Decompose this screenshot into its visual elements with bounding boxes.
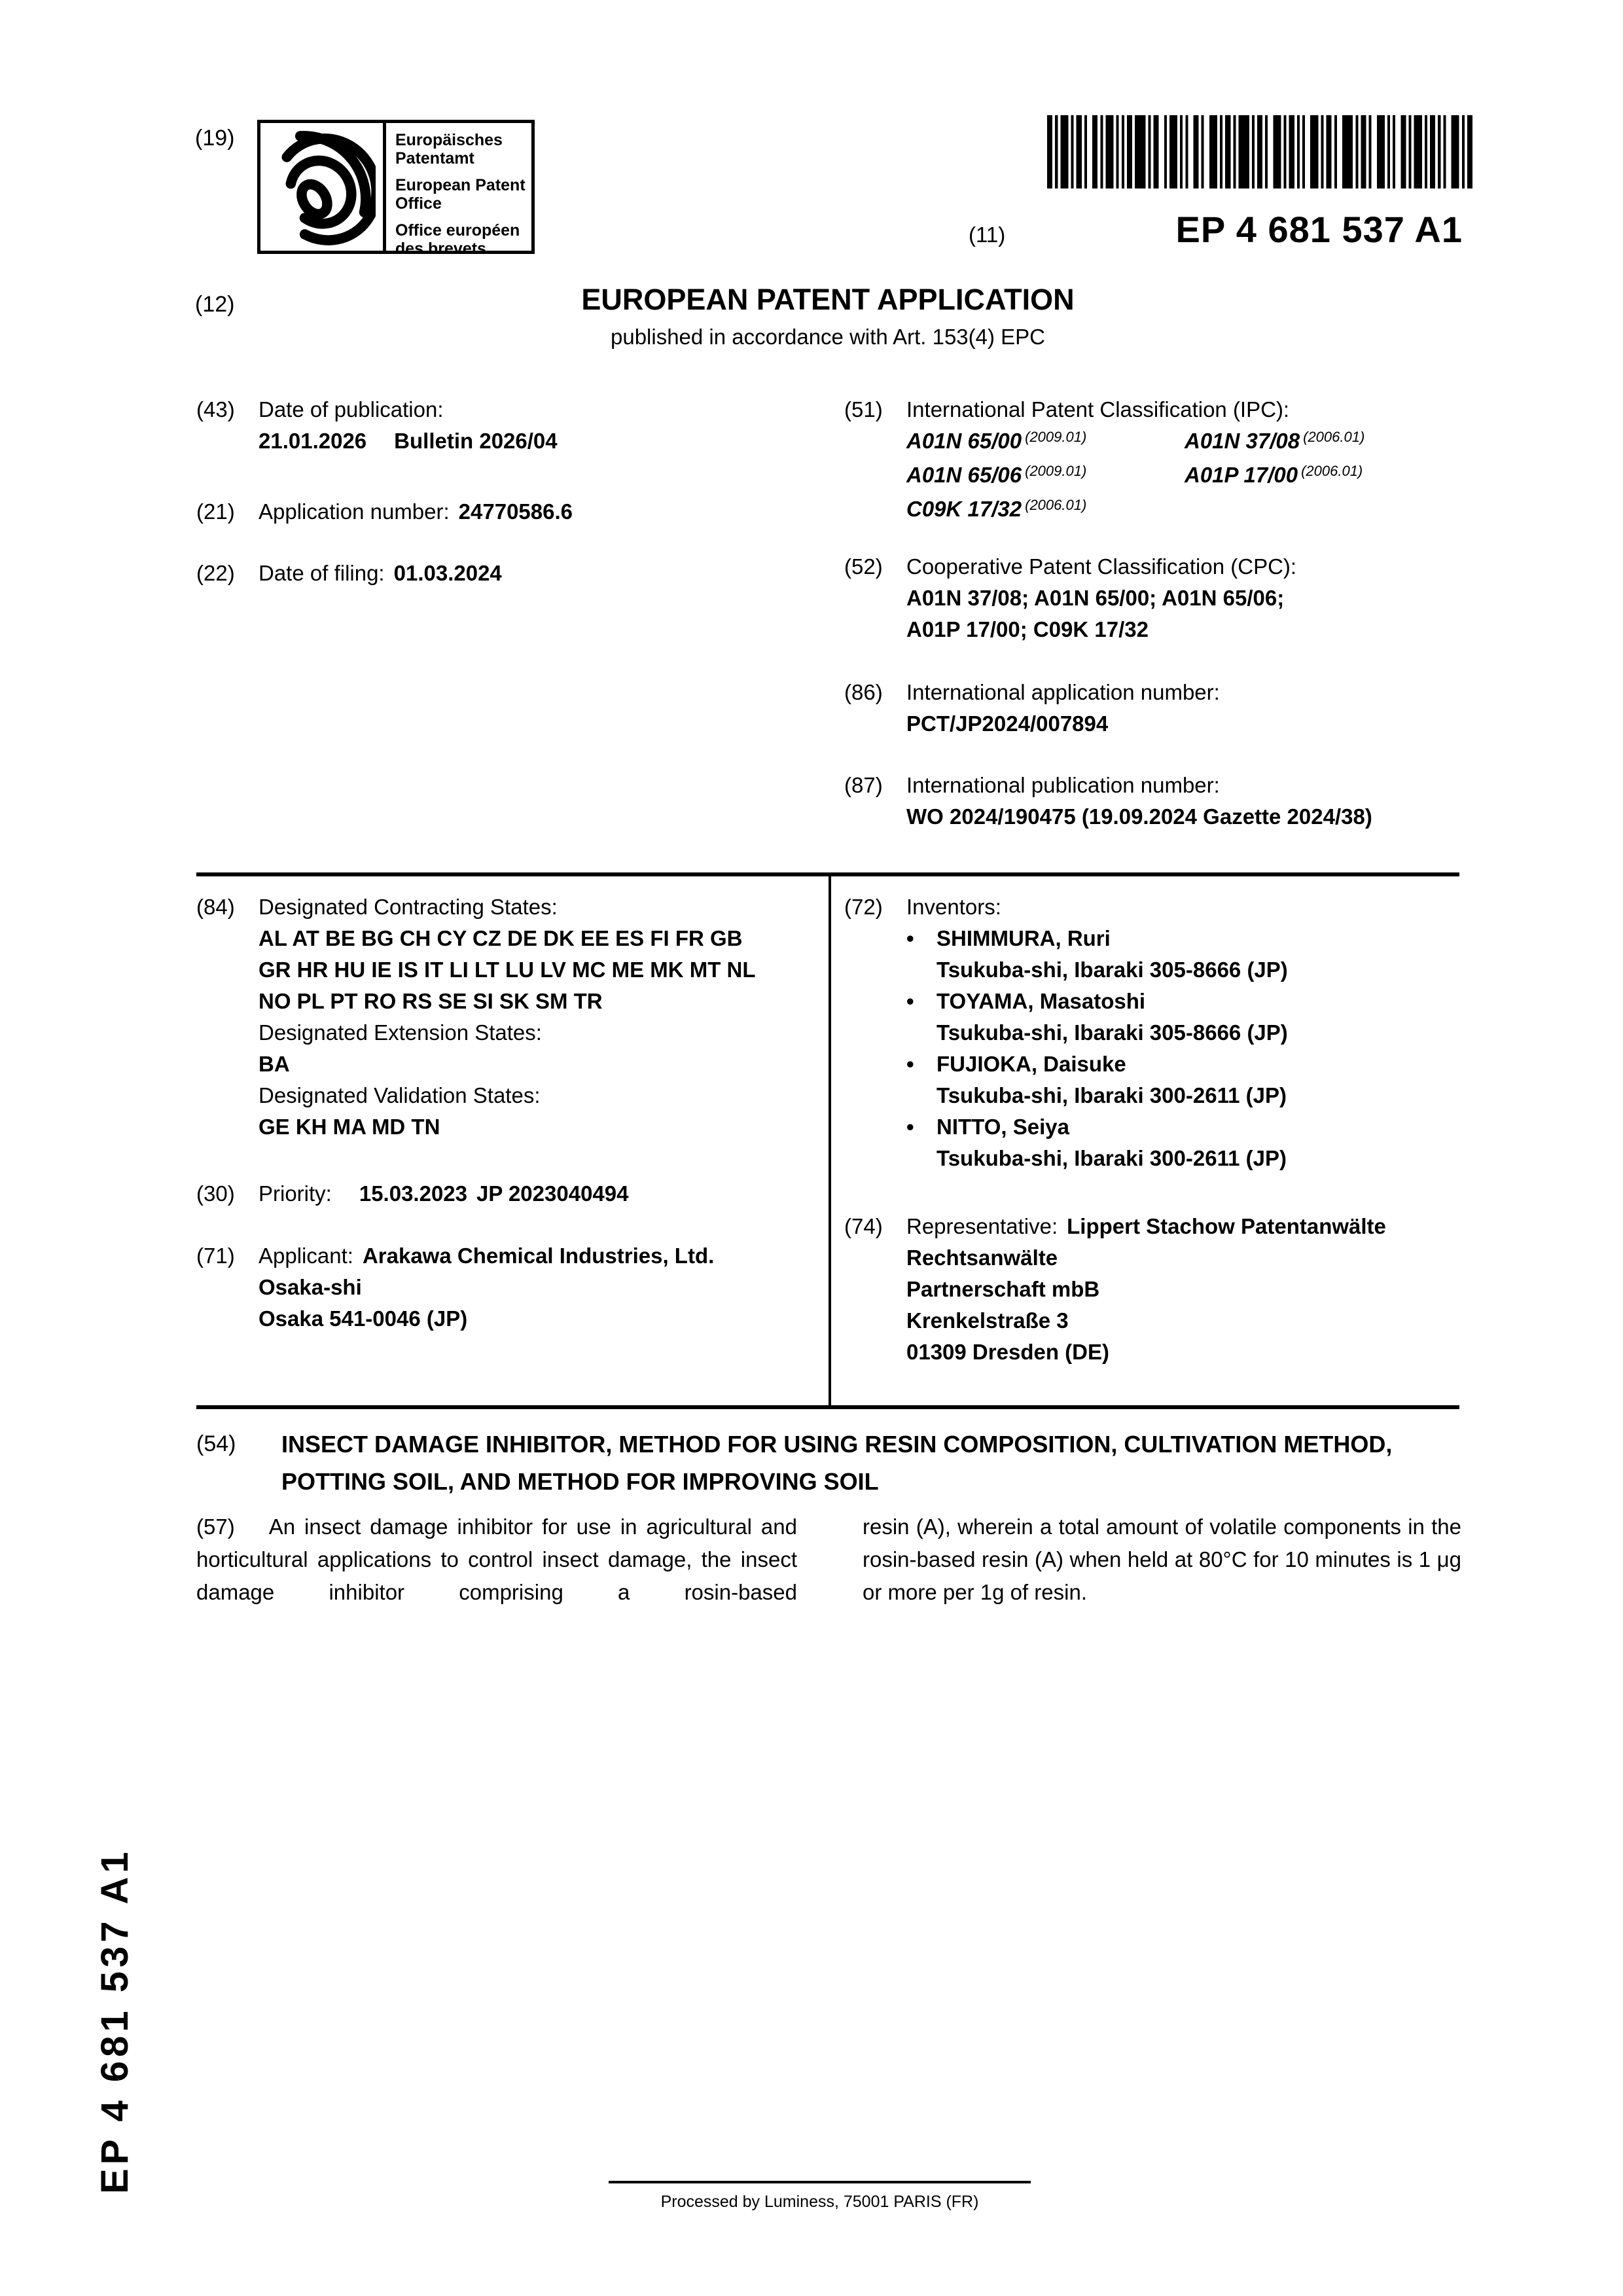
cpc-codes-line: A01N 37/08; A01N 65/00; A01N 65/06; [906,586,1285,610]
field-label: International Patent Classification (IPC): [906,397,1290,422]
ipc-code: A01N 65/06 [906,463,1022,487]
field-number: (30) [196,1181,235,1206]
field-label: Applicant: [259,1244,353,1268]
epo-label-de: Europäisches Patentamt [395,131,503,168]
ipc-row [906,425,1463,459]
field-number: (22) [196,561,235,585]
epo-label-fr: Office européen des brevets [395,221,520,258]
field-number: (54) [196,1431,236,1456]
epo-label-en: European Patent Office [395,176,526,213]
bulletin-ref: Bulletin 2026/04 [394,429,558,453]
field-51-ipc [844,394,1463,528]
field-label: Representative: [906,1214,1058,1238]
invention-title: INSECT DAMAGE INHIBITOR, METHOD FOR USING RESIN COMPOSITION, CULTIVATION METHOD, POTTING SOIL, AND METHOD FOR IMPROVING SOIL [281,1431,1393,1495]
inventor-item [906,1049,1463,1111]
field-label: International application number: [906,680,1220,704]
inventor-address: Tsukuba-shi, Ibaraki 300-2611 (JP) [936,1146,1287,1170]
representative-address-line: Krenkelstraße 3 [906,1308,1069,1333]
priority-date: 15.03.2023 [359,1181,468,1206]
field-19-number: (19) [195,126,235,151]
field-number: (52) [844,554,883,579]
footer-processed-by: Processed by Luminess, 75001 PARIS (FR) [660,2193,979,2211]
ipc-row [906,493,1463,528]
contracting-states-line: AL AT BE BG CH CY CZ DE DK EE ES FI FR GB [259,926,743,950]
representative-address-line: 01309 Dresden (DE) [906,1340,1109,1364]
validation-states: GE KH MA MD TN [259,1115,440,1139]
inventor-address: Tsukuba-shi, Ibaraki 305-8666 (JP) [936,958,1288,982]
abstract-column-2 [863,1511,1461,1609]
inventor-address: Tsukuba-shi, Ibaraki 300-2611 (JP) [936,1083,1287,1107]
representative-address-line: Rechtsanwälte [906,1246,1058,1270]
ipc-row [906,459,1463,493]
field-number: (87) [844,773,883,797]
field-number: (57) [196,1515,235,1539]
contracting-states-line: NO PL PT RO RS SE SI SK SM TR [259,989,603,1013]
field-number: (74) [844,1214,883,1238]
field-label: Cooperative Patent Classification (CPC): [906,554,1297,579]
ipc-version: (2009.01) [1025,463,1087,479]
ipc-code: A01P 17/00 [1185,463,1298,487]
field-number: (72) [844,895,883,919]
abstract-column-1 [196,1511,797,1609]
field-74-representative [844,1211,1463,1368]
contracting-states-line: GR HR HU IE IS IT LI LT LU LV MC ME MK MT NL [259,958,756,982]
footer-rule [609,2181,1031,2183]
field-21-application-number [196,496,797,528]
field-86-intl-application [844,677,1463,740]
horizontal-rule-top [196,872,1459,876]
representative-name: Lippert Stachow Patentanwälte [1067,1214,1386,1238]
inventor-name: FUJIOKA, Daisuke [936,1052,1126,1076]
field-54-invention-title [196,1426,1459,1500]
horizontal-rule-bottom [196,1405,1459,1409]
field-22-filing-date [196,558,797,589]
field-label: Date of publication: [259,397,444,422]
field-71-applicant [196,1240,797,1335]
epo-swirl-icon [260,123,386,251]
field-43-publication-date [196,394,797,457]
applicant-address-line: Osaka 541-0046 (JP) [259,1306,468,1331]
field-number: (86) [844,680,883,704]
ipc-code: A01N 37/08 [1185,429,1300,453]
ipc-version: (2006.01) [1301,463,1363,479]
field-72-inventors [844,891,1463,1174]
bullet-icon: • [906,1052,914,1076]
field-11-number: (11) [969,223,1006,247]
document-subtitle: published in accordance with Art. 153(4) EPC [610,325,1046,349]
abstract-text: resin (A), wherein a total amount of volatile components in the rosin-based resin (A) when held at 80°C for 10 minutes is 1 μg or more per 1g of resin. [863,1515,1461,1604]
barcode [1047,115,1472,188]
field-87-intl-publication [844,770,1463,833]
bullet-icon: • [906,1115,914,1139]
bullet-icon: • [906,989,914,1013]
field-label: Priority: [259,1181,332,1206]
filing-date: 01.03.2024 [393,561,502,585]
epo-logo [257,120,535,258]
publication-number-line [969,208,1463,251]
field-52-cpc [844,551,1463,645]
abstract-text: An insect damage inhibitor for use in agricultural and horticultural applications to control insect damage, the insect damage inhibitor comprising a rosin-based [196,1515,797,1604]
inventor-name: NITTO, Seiya [936,1115,1069,1139]
inventor-name: TOYAMA, Masatoshi [936,989,1146,1013]
application-number: 24770586.6 [458,499,573,524]
inventors-label: Inventors: [906,895,1001,919]
epo-logo-labels [386,123,531,258]
document-type-title: EUROPEAN PATENT APPLICATION [581,283,1075,316]
publication-number: EP 4 681 537 A1 [1175,209,1463,250]
extension-states-label: Designated Extension States: [259,1020,542,1045]
representative-address-line: Partnerschaft mbB [906,1277,1100,1301]
inventor-item [906,986,1463,1049]
ipc-code: A01N 65/00 [906,429,1022,453]
inventor-item [906,1111,1463,1174]
field-number: (51) [844,397,883,422]
field-label: Date of filing: [259,561,385,585]
sidebar-publication-number: EP 4 681 537 A1 [94,1848,136,2194]
bullet-icon: • [906,926,914,950]
field-label: Application number: [259,499,450,524]
priority-ref: JP 2023040494 [476,1181,629,1206]
field-12-number: (12) [195,292,235,317]
ipc-version: (2006.01) [1303,429,1365,445]
ipc-version: (2006.01) [1025,497,1087,513]
extension-states: BA [259,1052,290,1076]
epo-swirl-svg [268,128,376,246]
intl-publication-number: WO 2024/190475 (19.09.2024 Gazette 2024/38) [906,804,1372,829]
field-number: (21) [196,499,235,524]
field-number: (84) [196,895,235,919]
intl-application-number: PCT/JP2024/007894 [906,711,1109,736]
validation-states-label: Designated Validation States: [259,1083,541,1107]
column-divider [829,875,831,1407]
publication-date: 21.01.2026 [259,429,367,453]
inventor-item [906,923,1463,986]
inventor-name: SHIMMURA, Ruri [936,926,1111,950]
field-number: (43) [196,397,235,422]
ipc-code: C09K 17/32 [906,497,1022,521]
cpc-codes-line: A01P 17/00; C09K 17/32 [906,617,1149,641]
field-label: International publication number: [906,773,1220,797]
applicant-address-line: Osaka-shi [259,1275,362,1299]
field-number: (71) [196,1244,235,1268]
field-84-designated-states [196,891,797,1143]
contracting-states-label: Designated Contracting States: [259,895,558,919]
ipc-version: (2009.01) [1025,429,1087,445]
inventor-address: Tsukuba-shi, Ibaraki 305-8666 (JP) [936,1020,1288,1045]
field-30-priority [196,1178,797,1210]
applicant-name: Arakawa Chemical Industries, Ltd. [362,1244,715,1268]
